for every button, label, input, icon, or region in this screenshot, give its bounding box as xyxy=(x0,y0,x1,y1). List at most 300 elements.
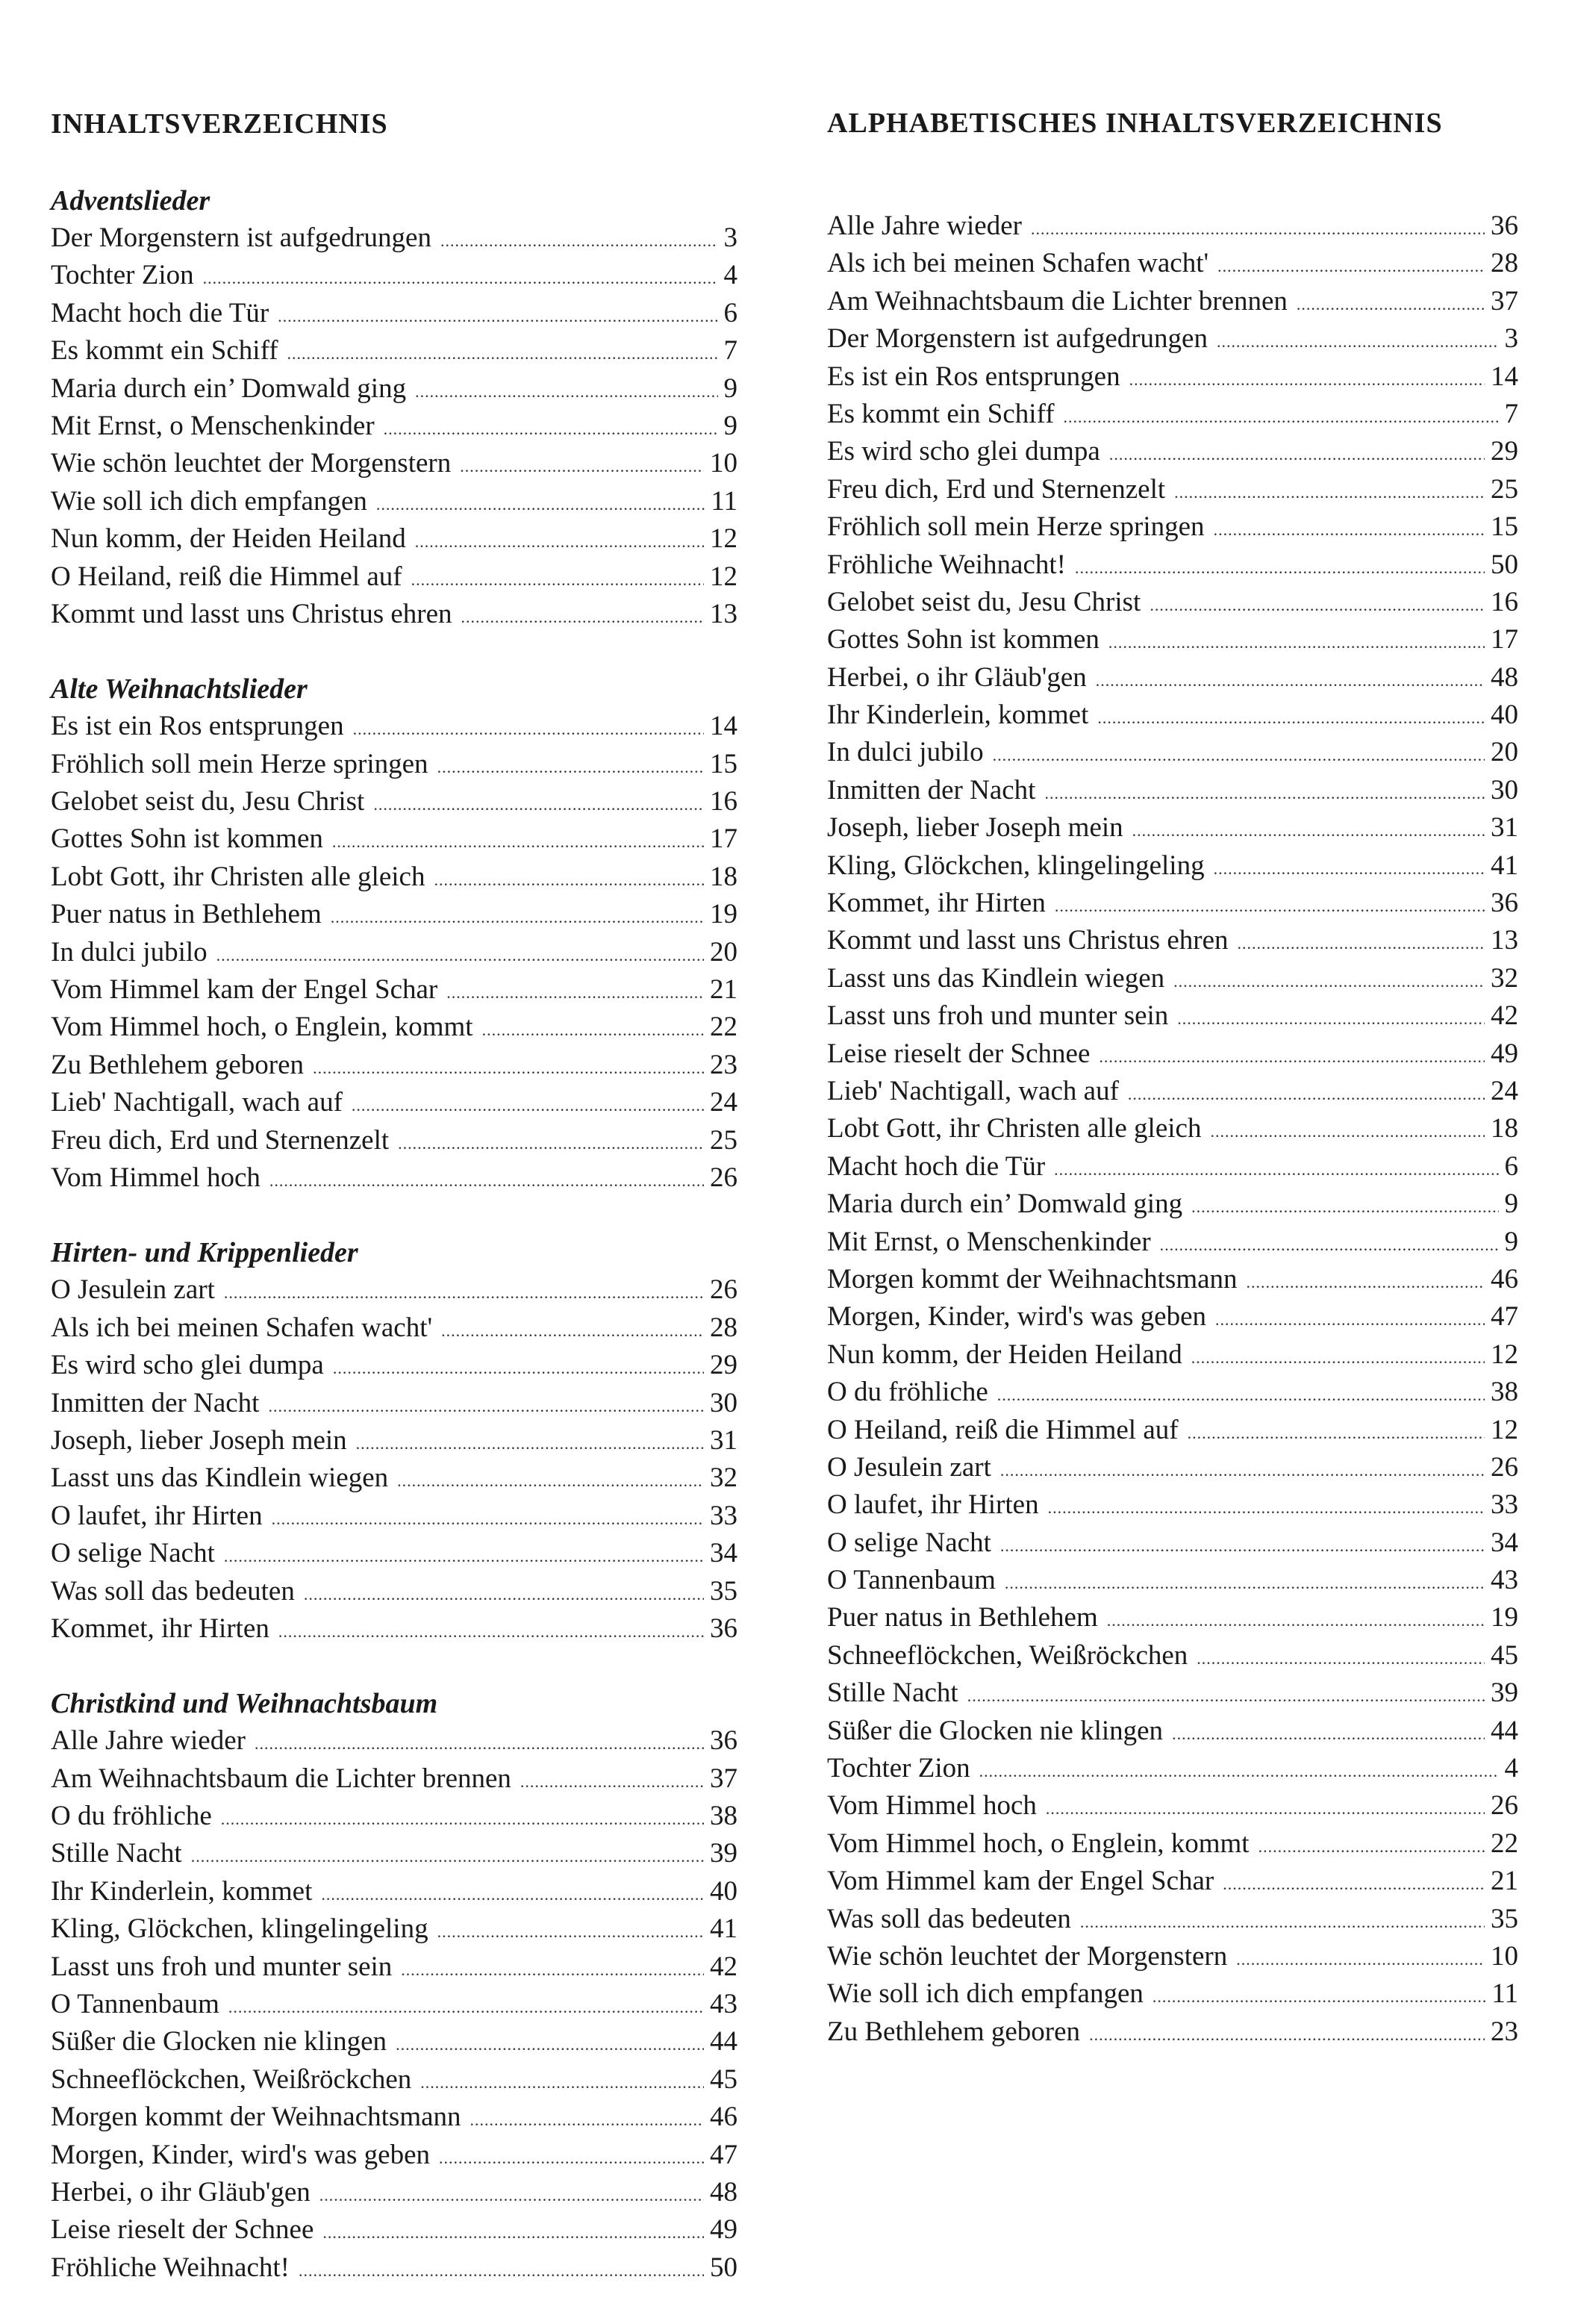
entry-page-number: 13 xyxy=(1491,925,1518,956)
toc-entry xyxy=(827,734,1518,771)
entry-title: Es ist ein Ros entsprungen xyxy=(51,711,344,742)
entry-title: Freu dich, Erd und Sternenzelt xyxy=(827,473,1166,505)
entry-title: In dulci jubilo xyxy=(827,737,984,768)
entry-title: O selige Nacht xyxy=(51,1538,215,1569)
entry-title: Zu Bethlehem geboren xyxy=(827,2016,1081,2047)
entry-title: Gelobet seist du, Jesu Christ xyxy=(51,786,365,817)
dot-leader xyxy=(1174,474,1485,511)
alphabetical-toc-title: ALPHABETISCHES INHALTSVERZEICHNIS xyxy=(827,108,1443,139)
toc-entry xyxy=(51,1159,737,1197)
toc-entry xyxy=(827,1524,1518,1562)
entry-title: Gottes Sohn ist kommen xyxy=(827,624,1100,655)
entry-title: Joseph, lieber Joseph mein xyxy=(51,1424,347,1456)
toc-entry xyxy=(827,1713,1518,1750)
entry-page-number: 48 xyxy=(710,2176,737,2208)
entry-page-number: 31 xyxy=(1491,812,1518,844)
entry-page-number: 17 xyxy=(710,823,737,855)
toc-entry xyxy=(51,2137,737,2174)
entry-title: Süßer die Glocken nie klingen xyxy=(51,2026,387,2057)
dot-leader xyxy=(437,1913,704,1951)
dot-leader xyxy=(216,937,704,974)
dot-leader xyxy=(1000,1527,1485,1565)
entry-page-number: 18 xyxy=(1491,1113,1518,1144)
entry-page-number: 42 xyxy=(710,1951,737,1982)
dot-leader xyxy=(333,1350,704,1387)
dot-leader xyxy=(1075,549,1485,587)
entry-page-number: 11 xyxy=(711,485,737,517)
entry-title: Nun komm, der Heiden Heiland xyxy=(51,523,406,555)
entry-title: Schneeflöckchen, Weißröckchen xyxy=(827,1639,1188,1671)
entry-page-number: 23 xyxy=(710,1049,737,1080)
section-list xyxy=(51,219,737,633)
dot-leader xyxy=(1109,436,1485,473)
dot-leader xyxy=(352,1087,704,1124)
toc-entry xyxy=(51,2211,737,2249)
section-heading: Adventslieder xyxy=(51,185,210,216)
entry-title: Tochter Zion xyxy=(827,1753,970,1784)
dot-leader xyxy=(441,1312,704,1350)
toc-entry xyxy=(827,1186,1518,1223)
entry-page-number: 4 xyxy=(1504,1753,1518,1784)
section-list xyxy=(51,1271,737,1648)
toc-entry xyxy=(51,1873,737,1910)
entry-page-number: 18 xyxy=(710,861,737,892)
entry-page-number: 50 xyxy=(710,2252,737,2283)
dot-leader xyxy=(401,1951,704,1989)
entry-title: O Tannenbaum xyxy=(827,1565,996,1596)
entry-page-number: 46 xyxy=(710,2102,737,2133)
toc-entry xyxy=(827,1938,1518,1975)
entry-title: O selige Nacht xyxy=(827,1527,991,1558)
toc-entry xyxy=(51,2099,737,2136)
toc-entry xyxy=(827,809,1518,847)
entry-title: Wie schön leuchtet der Morgenstern xyxy=(827,1940,1228,1972)
entry-title: Vom Himmel kam der Engel Schar xyxy=(827,1866,1214,1897)
toc-entry xyxy=(827,1298,1518,1336)
entry-title: Es kommt ein Schiff xyxy=(51,335,278,367)
toc-entry xyxy=(827,245,1518,282)
entry-page-number: 15 xyxy=(1491,511,1518,543)
dot-leader xyxy=(313,1050,704,1087)
entry-title: Es wird scho glei dumpa xyxy=(51,1350,324,1381)
entry-title: Maria durch ein’ Domwald ging xyxy=(827,1189,1183,1220)
entry-page-number: 6 xyxy=(1504,1150,1518,1182)
entry-page-number: 26 xyxy=(1491,1451,1518,1483)
toc-entry xyxy=(827,997,1518,1035)
entry-page-number: 19 xyxy=(710,899,737,930)
toc-entry xyxy=(51,1573,737,1610)
toc-entry xyxy=(827,1787,1518,1825)
toc-entry xyxy=(827,1637,1518,1675)
dot-leader xyxy=(1031,211,1485,248)
entry-page-number: 9 xyxy=(1504,1226,1518,1257)
dot-leader xyxy=(1153,1978,1485,2016)
dot-leader xyxy=(1064,399,1499,436)
toc-entry xyxy=(827,1975,1518,2013)
dot-leader xyxy=(1048,1489,1485,1527)
entry-page-number: 34 xyxy=(710,1538,737,1569)
entry-page-number: 26 xyxy=(710,1162,737,1193)
entry-page-number: 25 xyxy=(710,1124,737,1156)
entry-title: Stille Nacht xyxy=(51,1838,182,1869)
toc-entry xyxy=(827,1562,1518,1599)
toc-entry xyxy=(827,320,1518,358)
entry-page-number: 36 xyxy=(1491,211,1518,241)
entry-page-number: 33 xyxy=(710,1500,737,1531)
dot-leader xyxy=(319,2177,704,2214)
entry-page-number: 30 xyxy=(1491,774,1518,806)
dot-leader xyxy=(332,823,704,861)
entry-page-number: 24 xyxy=(710,1087,737,1118)
entry-page-number: 44 xyxy=(1491,1715,1518,1746)
entry-title: Kommet, ihr Hirten xyxy=(51,1613,269,1644)
toc-title: INHALTSVERZEICHNIS xyxy=(51,108,388,140)
entry-page-number: 16 xyxy=(1491,586,1518,617)
entry-page-number: 21 xyxy=(1491,1866,1518,1897)
dot-leader xyxy=(1214,850,1485,888)
toc-entry xyxy=(51,1347,737,1384)
entry-title: Es ist ein Ros entsprungen xyxy=(827,361,1120,392)
entry-page-number: 50 xyxy=(1491,549,1518,580)
entry-title: Morgen, Kinder, wird's was geben xyxy=(51,2139,431,2170)
dot-leader xyxy=(278,1613,704,1651)
entry-page-number: 49 xyxy=(710,2214,737,2246)
entry-page-number: 3 xyxy=(1504,323,1518,355)
toc-section xyxy=(51,1685,737,2287)
entry-title: Fröhliche Weihnacht! xyxy=(827,549,1066,580)
dot-leader xyxy=(520,1763,704,1801)
toc-entry xyxy=(827,1675,1518,1712)
dot-leader xyxy=(255,1725,704,1763)
toc-entry xyxy=(51,820,737,858)
toc-entry xyxy=(51,1948,737,1986)
dot-leader xyxy=(1128,1076,1485,1113)
toc-section xyxy=(51,1234,737,1648)
entry-page-number: 36 xyxy=(710,1725,737,1757)
dot-leader xyxy=(482,1012,704,1049)
dot-leader xyxy=(979,1753,1499,1790)
toc-entry xyxy=(827,1599,1518,1636)
dot-leader xyxy=(460,448,704,485)
dot-leader xyxy=(304,1576,704,1613)
entry-page-number: 7 xyxy=(723,335,737,367)
toc-entry xyxy=(827,885,1518,922)
toc-entry xyxy=(827,1750,1518,1787)
entry-title: Lobt Gott, ihr Christen alle gleich xyxy=(827,1113,1202,1144)
categorized-toc xyxy=(51,108,737,2324)
entry-title: Fröhlich soll mein Herze springen xyxy=(51,748,428,779)
dot-leader xyxy=(1210,1113,1485,1150)
toc-entry xyxy=(827,2013,1518,2051)
toc-entry xyxy=(827,1261,1518,1298)
dot-leader xyxy=(415,523,704,561)
entry-title: Lasst uns froh und munter sein xyxy=(51,1951,393,1982)
entry-page-number: 32 xyxy=(1491,962,1518,994)
dot-leader xyxy=(321,1876,704,1913)
dot-leader xyxy=(1188,1415,1485,1452)
dot-leader xyxy=(356,1425,704,1462)
toc-entry xyxy=(51,219,737,257)
dot-leader xyxy=(1129,361,1485,399)
entry-title: Vom Himmel hoch xyxy=(827,1790,1037,1822)
entry-title: Süßer die Glocken nie klingen xyxy=(827,1715,1164,1746)
entry-title: Mit Ernst, o Menschenkinder xyxy=(827,1226,1151,1257)
entry-page-number: 9 xyxy=(723,373,737,404)
entry-page-number: 14 xyxy=(710,711,737,742)
dot-leader xyxy=(191,1838,704,1875)
dot-leader xyxy=(1097,700,1485,737)
entry-title: Alle Jahre wieder xyxy=(51,1725,246,1757)
dot-leader xyxy=(1177,1000,1485,1038)
toc-entry xyxy=(827,508,1518,546)
entry-page-number: 20 xyxy=(710,936,737,968)
toc-entry xyxy=(827,659,1518,697)
dot-leader xyxy=(376,486,705,523)
entry-title: Gelobet seist du, Jesu Christ xyxy=(827,586,1141,617)
toc-entry xyxy=(827,546,1518,584)
entry-title: Leise rieselt der Schnee xyxy=(51,2214,314,2246)
entry-title: O du fröhliche xyxy=(51,1801,212,1832)
entry-title: Vom Himmel hoch, o Englein, kommt xyxy=(827,1828,1250,1859)
entry-page-number: 43 xyxy=(1491,1565,1518,1596)
entry-title: O laufet, ihr Hirten xyxy=(827,1489,1039,1521)
entry-title: Lasst uns froh und munter sein xyxy=(827,1000,1169,1032)
dot-leader xyxy=(1005,1565,1485,1602)
entry-page-number: 47 xyxy=(1491,1301,1518,1333)
toc-entry xyxy=(827,1825,1518,1863)
entry-title: Kommt und lasst uns Christus ehren xyxy=(51,598,452,629)
toc-entry xyxy=(827,960,1518,997)
entry-title: O Heiland, reiß die Himmel auf xyxy=(827,1414,1179,1445)
entry-title: Vom Himmel hoch xyxy=(51,1162,261,1193)
dot-leader xyxy=(1160,1227,1499,1264)
entry-page-number: 38 xyxy=(1491,1377,1518,1408)
toc-entry xyxy=(827,1224,1518,1261)
dot-leader xyxy=(1089,2016,1485,2054)
toc-entry xyxy=(51,783,737,820)
entry-page-number: 15 xyxy=(710,748,737,779)
entry-title: Mit Ernst, o Menschenkinder xyxy=(51,410,375,441)
entry-title: O laufet, ihr Hirten xyxy=(51,1500,263,1531)
entry-page-number: 23 xyxy=(1491,2016,1518,2047)
toc-entry xyxy=(827,772,1518,809)
entry-page-number: 41 xyxy=(1491,850,1518,881)
dot-leader xyxy=(224,1274,704,1312)
toc-entry xyxy=(51,1910,737,1948)
entry-page-number: 22 xyxy=(1491,1828,1518,1859)
toc-entry xyxy=(51,2249,737,2287)
entry-page-number: 45 xyxy=(710,2063,737,2095)
entry-title: Puer natus in Bethlehem xyxy=(51,899,322,930)
dot-leader xyxy=(1191,1339,1485,1377)
entry-title: Herbei, o ihr Gläub'gen xyxy=(51,2176,311,2208)
dot-leader xyxy=(440,222,718,260)
toc-entry xyxy=(827,1148,1518,1186)
entry-title: O Jesulein zart xyxy=(827,1451,991,1483)
entry-page-number: 36 xyxy=(1491,888,1518,919)
entry-title: Herbei, o ihr Gläub'gen xyxy=(827,661,1087,693)
entry-page-number: 7 xyxy=(1504,398,1518,429)
section-list xyxy=(51,708,737,1197)
toc-entry xyxy=(827,584,1518,621)
toc-entry xyxy=(51,1798,737,1835)
toc-entry xyxy=(51,1610,737,1648)
dot-leader xyxy=(1217,323,1499,361)
dot-leader xyxy=(278,298,717,335)
entry-title: Zu Bethlehem geboren xyxy=(51,1049,305,1080)
entry-title: Inmitten der Nacht xyxy=(51,1387,260,1418)
entry-title: Schneeflöckchen, Weißröckchen xyxy=(51,2063,412,2095)
entry-page-number: 28 xyxy=(1491,248,1518,279)
entry-page-number: 35 xyxy=(710,1575,737,1607)
toc-section xyxy=(51,182,737,633)
entry-page-number: 25 xyxy=(1491,473,1518,505)
entry-title: Lasst uns das Kindlein wiegen xyxy=(827,962,1165,994)
entry-title: Nun komm, der Heiden Heiland xyxy=(827,1339,1182,1370)
dot-leader xyxy=(1054,1151,1498,1189)
entry-page-number: 34 xyxy=(1491,1527,1518,1558)
entry-title: Tochter Zion xyxy=(51,260,194,291)
toc-entry xyxy=(51,295,737,332)
toc-entry xyxy=(827,433,1518,470)
dot-leader xyxy=(997,1377,1485,1414)
entry-title: Der Morgenstern ist aufgedrungen xyxy=(51,222,431,253)
section-list xyxy=(51,1722,737,2287)
entry-page-number: 42 xyxy=(1491,1000,1518,1032)
entry-page-number: 3 xyxy=(723,222,737,253)
toc-entry xyxy=(51,1385,737,1422)
dot-leader xyxy=(461,599,704,636)
entry-title: Vom Himmel hoch, o Englein, kommt xyxy=(51,1012,473,1043)
dot-leader xyxy=(269,1162,704,1200)
toc-entry xyxy=(51,1722,737,1760)
entry-page-number: 19 xyxy=(1491,1602,1518,1633)
toc-entry xyxy=(827,621,1518,658)
dot-leader xyxy=(1214,511,1485,549)
toc-entry xyxy=(51,1271,737,1309)
entry-page-number: 44 xyxy=(710,2026,737,2057)
entry-title: Wie soll ich dich empfangen xyxy=(827,1978,1144,2010)
dot-leader xyxy=(1258,1828,1485,1866)
entry-page-number: 29 xyxy=(1491,436,1518,467)
entry-page-number: 47 xyxy=(710,2139,737,2170)
toc-entry xyxy=(51,1459,737,1497)
entry-title: Kommet, ihr Hirten xyxy=(827,888,1046,919)
toc-entry xyxy=(827,847,1518,885)
section-heading: Hirten- und Krippenlieder xyxy=(51,1237,358,1269)
entry-page-number: 38 xyxy=(710,1801,737,1832)
toc-entry xyxy=(51,257,737,294)
entry-title: Ihr Kinderlein, kommet xyxy=(51,1875,313,1907)
entry-title: Maria durch ein’ Domwald ging xyxy=(51,373,407,404)
entry-page-number: 9 xyxy=(723,410,737,441)
entry-page-number: 37 xyxy=(1491,285,1518,317)
entry-page-number: 37 xyxy=(710,1763,737,1794)
entry-title: Macht hoch die Tür xyxy=(51,297,269,328)
toc-entry xyxy=(827,922,1518,959)
entry-title: Was soll das bedeuten xyxy=(51,1575,295,1607)
entry-page-number: 49 xyxy=(1491,1038,1518,1069)
entry-title: Als ich bei meinen Schafen wacht' xyxy=(51,1312,433,1343)
dot-leader xyxy=(1297,286,1485,323)
toc-entry xyxy=(51,746,737,783)
toc-entry xyxy=(51,1009,737,1046)
alphabetical-list xyxy=(827,208,1518,2051)
dot-leader xyxy=(1099,1038,1485,1076)
toc-entry xyxy=(827,1863,1518,1900)
toc-entry xyxy=(51,1760,737,1798)
dot-leader xyxy=(1238,925,1485,962)
dot-leader xyxy=(1236,1941,1485,1978)
toc-entry xyxy=(51,445,737,482)
toc-entry xyxy=(51,1309,737,1347)
toc-entry xyxy=(827,697,1518,734)
entry-title: Puer natus in Bethlehem xyxy=(827,1602,1098,1633)
toc-entry xyxy=(827,1073,1518,1110)
toc-entry xyxy=(827,358,1518,396)
entry-page-number: 36 xyxy=(710,1613,737,1644)
toc-entry xyxy=(827,1035,1518,1073)
entry-page-number: 10 xyxy=(710,448,737,479)
entry-title: Gottes Sohn ist kommen xyxy=(51,823,323,855)
entry-page-number: 24 xyxy=(1491,1075,1518,1106)
entry-title: Morgen kommt der Weihnachtsmann xyxy=(51,2102,461,2133)
entry-page-number: 45 xyxy=(1491,1639,1518,1671)
dot-leader xyxy=(1217,248,1485,285)
toc-entry xyxy=(827,1374,1518,1411)
entry-title: Inmitten der Nacht xyxy=(827,774,1036,806)
toc-entry xyxy=(51,408,737,445)
dot-leader xyxy=(228,1989,704,2026)
dot-leader xyxy=(420,2064,704,2102)
entry-title: Es kommt ein Schiff xyxy=(827,398,1055,429)
entry-title: Als ich bei meinen Schafen wacht' xyxy=(827,248,1209,279)
toc-entry xyxy=(51,1986,737,2023)
dot-leader xyxy=(203,260,718,297)
toc-entry xyxy=(51,2023,737,2060)
entry-title: Alle Jahre wieder xyxy=(827,211,1022,241)
entry-title: Macht hoch die Tür xyxy=(827,1150,1046,1182)
toc-entry xyxy=(51,1084,737,1121)
entry-title: Fröhlich soll mein Herze springen xyxy=(827,511,1205,543)
entry-title: In dulci jubilo xyxy=(51,936,208,968)
toc-entry xyxy=(51,558,737,596)
entry-page-number: 29 xyxy=(710,1350,737,1381)
entry-page-number: 12 xyxy=(1491,1339,1518,1370)
dot-leader xyxy=(411,561,704,599)
entry-page-number: 13 xyxy=(710,598,737,629)
toc-entry xyxy=(51,1422,737,1459)
dot-leader xyxy=(1096,662,1485,700)
toc-entry xyxy=(51,934,737,971)
entry-title: Kling, Glöckchen, klingelingeling xyxy=(51,1913,428,1945)
entry-title: Vom Himmel kam der Engel Schar xyxy=(51,974,438,1006)
dot-leader xyxy=(1173,963,1485,1000)
toc-entry xyxy=(51,896,737,933)
toc-sections xyxy=(51,182,737,2287)
entry-title: Stille Nacht xyxy=(827,1677,958,1709)
toc-entry xyxy=(827,396,1518,433)
entry-page-number: 39 xyxy=(1491,1677,1518,1709)
section-heading: Alte Weihnachtslieder xyxy=(51,673,308,705)
entry-title: O du fröhliche xyxy=(827,1377,988,1408)
dot-leader xyxy=(331,899,704,936)
toc-entry xyxy=(827,208,1518,245)
entry-title: Am Weihnachtsbaum die Lichter brennen xyxy=(51,1763,511,1794)
entry-page-number: 11 xyxy=(1491,1978,1518,2010)
dot-leader xyxy=(1172,1716,1485,1753)
dot-leader xyxy=(322,2214,704,2252)
